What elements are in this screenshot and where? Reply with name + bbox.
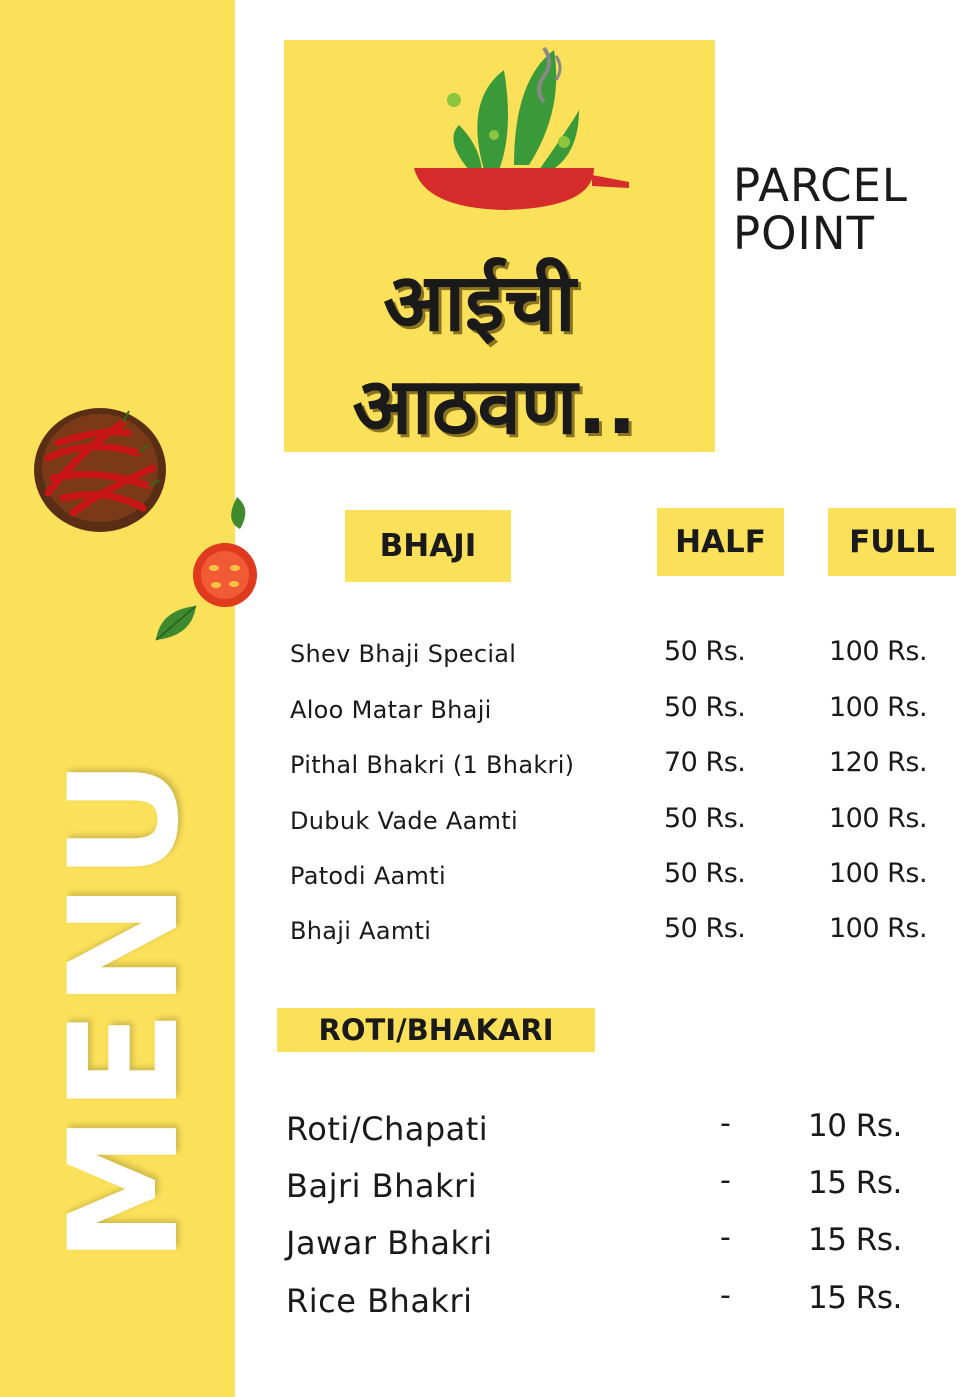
- item-name: Shev Bhaji Special: [290, 640, 517, 668]
- item-name: Bajri Bhakri: [286, 1167, 478, 1205]
- item-full-price: 100 Rs.: [829, 636, 928, 667]
- parcel-point-title: [733, 159, 908, 260]
- roti-section-header: ROTI/BHAKARI: [277, 1008, 595, 1052]
- item-half-price: 70 Rs.: [664, 747, 746, 778]
- item-price: 10 Rs.: [808, 1108, 902, 1144]
- menu-item-row: [286, 1278, 946, 1330]
- bhaji-section-header: BHAJI: [345, 510, 511, 582]
- item-full-price: 100 Rs.: [829, 692, 928, 723]
- item-name: Roti/Chapati: [286, 1110, 489, 1148]
- item-name: Aloo Matar Bhaji: [290, 696, 492, 724]
- item-name: Dubuk Vade Aamti: [290, 807, 518, 835]
- basil-leaf-icon: [222, 495, 252, 531]
- menu-item-row: [286, 1163, 946, 1215]
- logo-text-line2: आठवण..: [352, 362, 637, 452]
- menu-item-row: [290, 692, 950, 736]
- menu-item-row: [290, 913, 950, 957]
- item-name: Pithal Bhakri (1 Bhakri): [290, 751, 575, 779]
- item-half-price: 50 Rs.: [664, 913, 746, 944]
- menu-item-row: [290, 803, 950, 847]
- half-column-header: HALF: [657, 508, 784, 576]
- item-name: Jawar Bhakri: [286, 1224, 493, 1262]
- item-half-price: 50 Rs.: [664, 692, 746, 723]
- item-full-price: 100 Rs.: [829, 913, 928, 944]
- item-price: 15 Rs.: [808, 1222, 902, 1258]
- item-half-price: -: [720, 1278, 731, 1313]
- item-price: 15 Rs.: [808, 1165, 902, 1201]
- menu-item-row: [286, 1220, 946, 1272]
- item-name: Rice Bhakri: [286, 1282, 473, 1320]
- point-text: POINT: [733, 207, 875, 260]
- menu-item-row: [290, 858, 950, 902]
- logo-text-line1: आईची: [383, 256, 576, 349]
- full-column-header: FULL: [828, 508, 956, 576]
- item-name: Patodi Aamti: [290, 862, 446, 890]
- item-full-price: 100 Rs.: [829, 858, 928, 889]
- menu-item-row: [286, 1106, 946, 1158]
- item-half-price: -: [720, 1163, 731, 1198]
- brand-logo: [284, 40, 715, 452]
- basil-leaf-icon: [152, 602, 200, 644]
- cooking-pan-icon: [404, 40, 634, 250]
- item-half-price: -: [720, 1220, 731, 1255]
- menu-item-row: [290, 747, 950, 791]
- item-half-price: -: [720, 1106, 731, 1141]
- item-full-price: 120 Rs.: [829, 747, 928, 778]
- item-half-price: 50 Rs.: [664, 858, 746, 889]
- item-half-price: 50 Rs.: [664, 803, 746, 834]
- chili-bowl-icon: [28, 398, 178, 538]
- item-price: 15 Rs.: [808, 1280, 902, 1316]
- item-full-price: 100 Rs.: [829, 803, 928, 834]
- menu-vertical-title: MENU: [38, 756, 212, 1264]
- item-name: Bhaji Aamti: [290, 917, 432, 945]
- parcel-text: PARCEL: [733, 159, 908, 212]
- tomato-icon: [190, 540, 260, 610]
- menu-item-row: [290, 636, 950, 680]
- item-half-price: 50 Rs.: [664, 636, 746, 667]
